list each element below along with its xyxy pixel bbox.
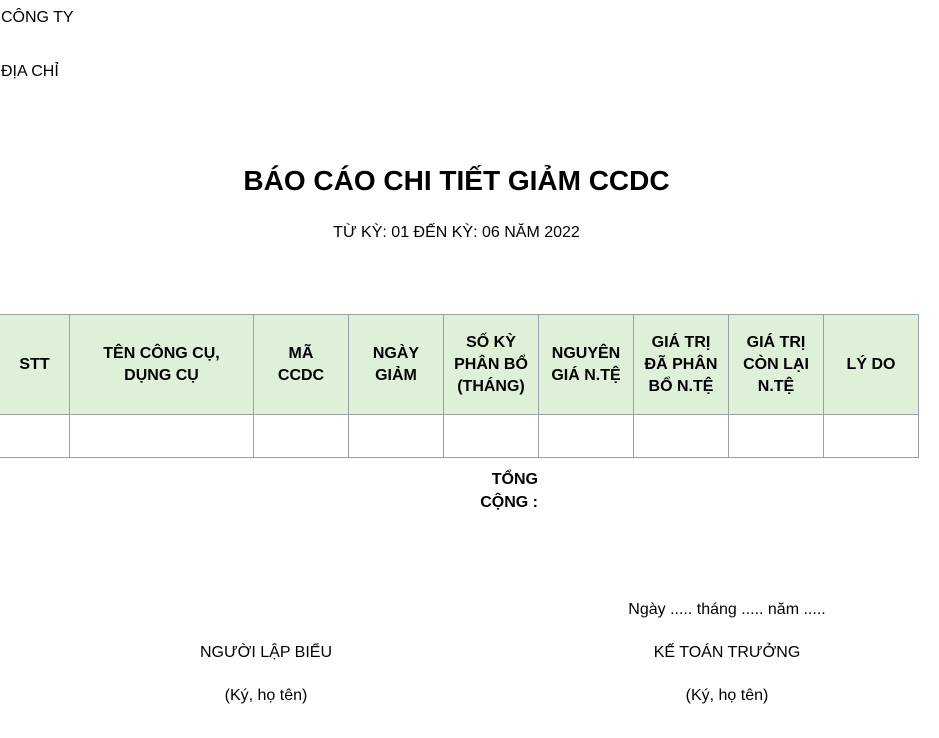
column-header-stt: STT bbox=[0, 315, 70, 415]
table-cell bbox=[824, 415, 919, 458]
signature-date-line: Ngày ..... tháng ..... năm ..... bbox=[628, 601, 826, 618]
chief-accountant-title: KẾ TOÁN TRƯỞNG bbox=[653, 644, 801, 661]
table-cell bbox=[539, 415, 634, 458]
chief-accountant-signature-note: (Ký, họ tên) bbox=[685, 687, 769, 704]
table-cell bbox=[634, 415, 729, 458]
table-row bbox=[0, 415, 919, 458]
company-address: ĐỊA CHỈ bbox=[1, 63, 59, 80]
column-header-tool-name: TÊN CÔNG CỤ, DỤNG CỤ bbox=[70, 315, 254, 415]
column-header-reduction-date: NGÀY GIẢM bbox=[349, 315, 444, 415]
table-cell bbox=[349, 415, 444, 458]
column-header-tool-code: MÃ CCDC bbox=[254, 315, 349, 415]
column-header-reason: LÝ DO bbox=[824, 315, 919, 415]
table-cell bbox=[254, 415, 349, 458]
table-cell bbox=[0, 415, 70, 458]
table-cell bbox=[444, 415, 539, 458]
preparer-title: NGƯỜI LẬP BIỂU bbox=[199, 644, 332, 661]
table-header-row bbox=[0, 315, 919, 415]
table-cell bbox=[70, 415, 254, 458]
column-header-original-cost: NGUYÊN GIÁ N.TỆ bbox=[539, 315, 634, 415]
total-label: TỔNG CỘNG : bbox=[480, 471, 538, 511]
preparer-signature-note: (Ký, họ tên) bbox=[224, 687, 308, 704]
report-table bbox=[0, 314, 919, 458]
column-header-remaining-value: GIÁ TRỊ CÒN LẠI N.TỆ bbox=[729, 315, 824, 415]
column-header-allocated-value: GIÁ TRỊ ĐÃ PHÂN BỔ N.TỆ bbox=[634, 315, 729, 415]
report-period: TỪ KỲ: 01 ĐẾN KỲ: 06 NĂM 2022 bbox=[333, 224, 580, 241]
column-header-allocation-periods: SỐ KỲ PHÂN BỔ (THÁNG) bbox=[444, 315, 539, 415]
table-cell bbox=[729, 415, 824, 458]
company-name: CÔNG TY bbox=[1, 9, 74, 26]
report-title: BÁO CÁO CHI TIẾT GIẢM CCDC bbox=[243, 165, 670, 196]
